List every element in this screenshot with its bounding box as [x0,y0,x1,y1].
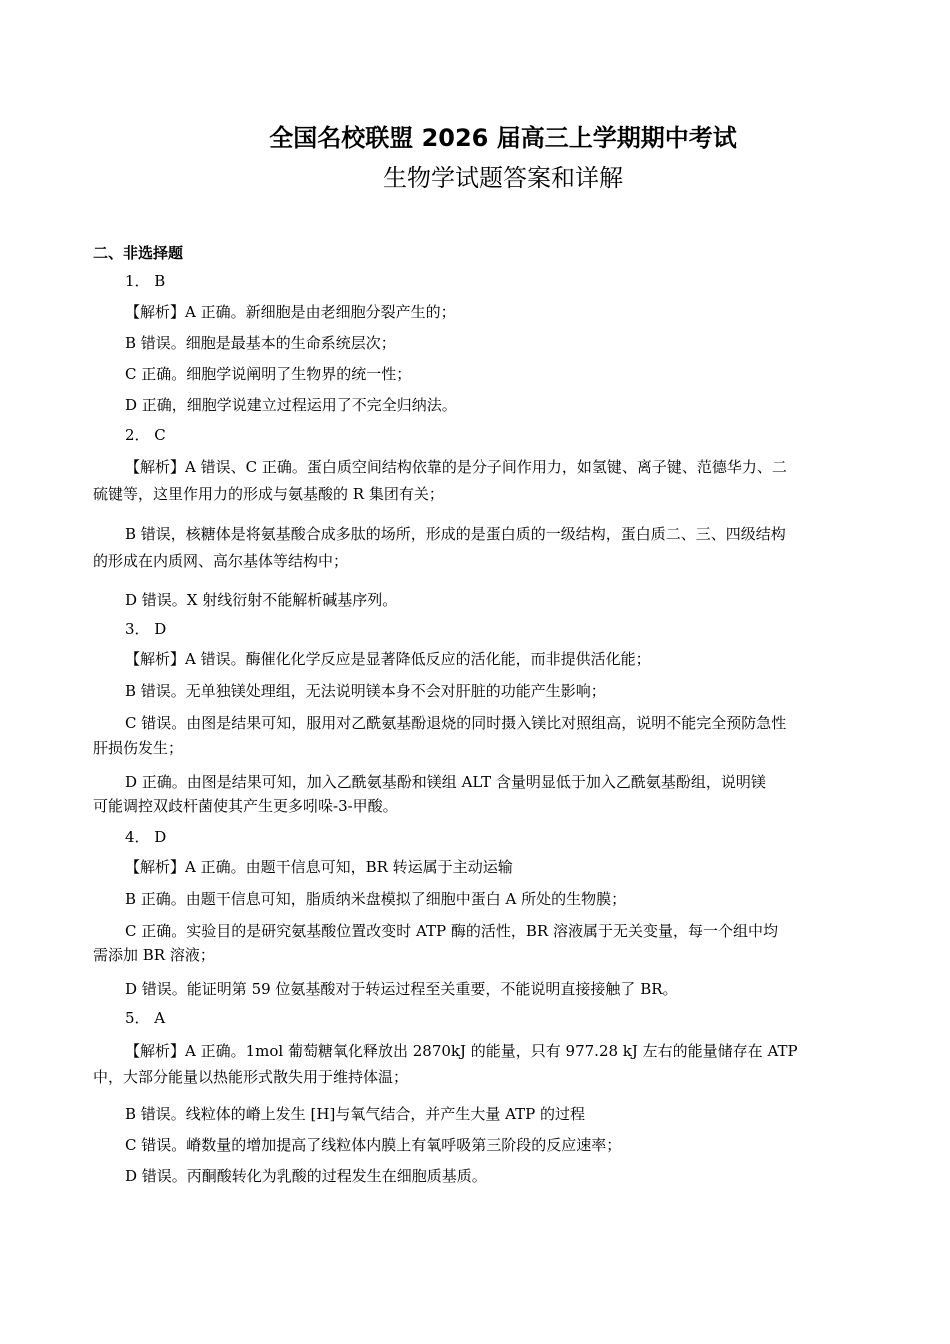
q1-answer: 1． B [125,272,166,290]
q5-explanation-d: D 错误。丙酮酸转化为乳酸的过程发生在细胞质基质。 [125,1167,487,1185]
q2-explanation-b-line1: B 错误，核糖体是将氨基酸合成多肽的场所，形成的是蛋白质的一级结构，蛋白质二、三、四级结构 [125,525,786,543]
q2-explanation-ac-line2: 硫键等，这里作用力的形成与氨基酸的 R 集团有关； [93,485,444,503]
q3-explanation-b: B 错误。无单独镁处理组，无法说明镁本身不会对肝脏的功能产生影响； [125,682,606,700]
q5-explanation-a-line1: 【解析】A 正确。1mol 葡萄糖氧化释放出 2870kJ 的能量，只有 977.28 kJ 左右的能量储存在 ATP [125,1042,798,1060]
q4-explanation-c-line1: C 正确。实验目的是研究氨基酸位置改变时 ATP 酶的活性，BR 溶液属于无关变量，每一个组中均 [125,922,778,940]
q4-explanation-d: D 错误。能证明第 59 位氨基酸对于转运过程至关重要，不能说明直接接触了 BR。 [125,980,678,998]
q5-answer: 5． A [125,1009,166,1027]
q3-explanation-d-line1: D 正确。由图是结果可知，加入乙酰氨基酚和镁组 ALT 含量明显低于加入乙酰氨基酚组，说明镁 [125,773,766,791]
q3-explanation-c-line1: C 错误。由图是结果可知，服用对乙酰氨基酚退烧的同时摄入镁比对照组高，说明不能完全预防急性 [125,714,787,732]
q1-explanation-a: 【解析】A 正确。新细胞是由老细胞分裂产生的； [125,303,456,321]
q4-explanation-b: B 正确。由题干信息可知，脂质纳米盘模拟了细胞中蛋白 A 所处的生物膜； [125,890,627,908]
q4-explanation-c-line2: 需添加 BR 溶液； [93,946,215,964]
q2-explanation-ac-line1: 【解析】A 错误、C 正确。蛋白质空间结构依靠的是分子间作用力，如氢键、离子键、范德华力、二 [125,458,787,476]
q1-explanation-d: D 正确，细胞学说建立过程运用了不完全归纳法。 [125,396,457,414]
q4-answer: 4． D [125,828,167,846]
q3-explanation-a: 【解析】A 错误。酶催化化学反应是显著降低反应的活化能，而非提供活化能； [125,650,651,668]
q4-explanation-a: 【解析】A 正确。由题干信息可知，BR 转运属于主动运输 [125,858,513,876]
section-heading: 二、非选择题 [93,244,184,262]
document-title: 全国名校联盟 2026 届高三上学期期中考试 [269,124,737,152]
q2-explanation-b-line2: 的形成在内质网、高尔基体等结构中； [93,552,349,570]
q2-explanation-d: D 错误。X 射线衍射不能解析碱基序列。 [125,591,398,609]
q3-explanation-c-line2: 肝损伤发生； [93,739,184,757]
q1-explanation-c: C 正确。细胞学说阐明了生物界的统一性； [125,365,412,383]
q3-explanation-d-line2: 可能调控双歧杆菌使其产生更多吲哚-3-甲酸。 [93,797,398,815]
q1-explanation-b: B 错误。细胞是最基本的生命系统层次； [125,334,396,352]
q2-answer: 2． C [125,426,166,444]
document-subtitle: 生物学试题答案和详解 [383,164,623,192]
q5-explanation-c: C 错误。嵴数量的增加提高了线粒体内膜上有氧呼吸第三阶段的反应速率； [125,1136,622,1154]
q5-explanation-a-line2: 中，大部分能量以热能形式散失用于维持体温； [93,1068,409,1086]
q5-explanation-b: B 错误。线粒体的嵴上发生 [H]与氧气结合，并产生大量 ATP 的过程 [125,1105,585,1123]
q3-answer: 3． D [125,620,167,638]
